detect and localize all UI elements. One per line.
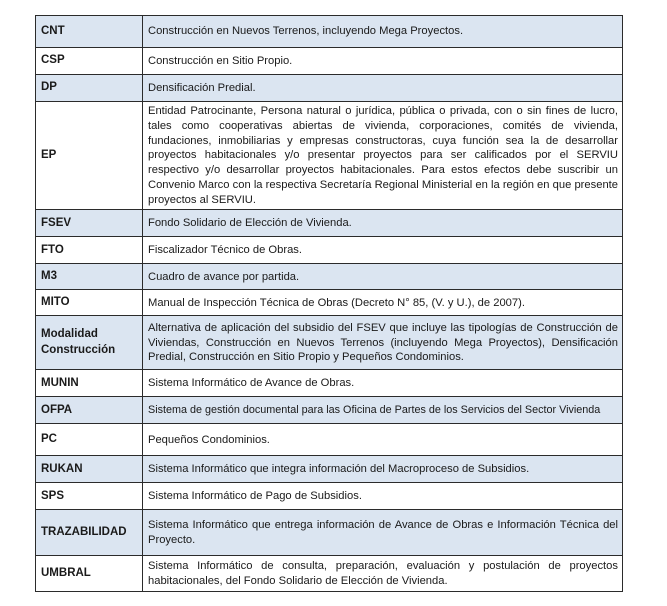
- definition-cell: Sistema Informático de consulta, preparación, evaluación y postulación de proyectos habitacionales, del Fondo Solidario de Elección de Vivienda.: [143, 556, 623, 592]
- definition-cell: Cuadro de avance por partida.: [143, 264, 623, 290]
- term-cell: FTO: [36, 237, 143, 264]
- table-row: [36, 210, 623, 237]
- term-cell: SPS: [36, 483, 143, 510]
- term-cell: MITO: [36, 290, 143, 316]
- definition-cell: Densificación Predial.: [143, 75, 623, 102]
- definition-cell: Pequeños Condominios.: [143, 424, 623, 456]
- table-row: [36, 370, 623, 397]
- table-row: [36, 264, 623, 290]
- term-cell: M3: [36, 264, 143, 290]
- table-row: [36, 75, 623, 102]
- table-row: [36, 424, 623, 456]
- definition-cell: Sistema Informático de Avance de Obras.: [143, 370, 623, 397]
- term-cell: FSEV: [36, 210, 143, 237]
- term-cell: PC: [36, 424, 143, 456]
- term-cell: OFPA: [36, 397, 143, 424]
- glossary-table-container: [35, 15, 623, 592]
- term-cell: Modalidad Construcción: [36, 316, 143, 370]
- definition-cell: Construcción en Sitio Propio.: [143, 48, 623, 75]
- table-row: [36, 316, 623, 370]
- term-cell: MUNIN: [36, 370, 143, 397]
- table-row: [36, 456, 623, 483]
- term-cell: CSP: [36, 48, 143, 75]
- table-row: [36, 510, 623, 556]
- definition-cell: Sistema Informático que integra información del Macroproceso de Subsidios.: [143, 456, 623, 483]
- term-cell: TRAZABILIDAD: [36, 510, 143, 556]
- glossary-table: [35, 15, 623, 592]
- definition-cell: Entidad Patrocinante, Persona natural o jurídica, pública o privada, con o sin fines de lucro, tales como cooperativas abiertas de vivienda, corporaciones, comités de vivienda, fundaciones, inmobiliarias y empresas constructoras, cuya función sea la de desarrollar proyectos habitacionales y/o presentar proyectos para ser calificados por el SERVIU respectivo y/o desarrollar proyectos habitacionales. Para estos efectos debe suscribir un Convenio Marco con la respectiva Secretaría Regional Ministerial en la región en que presente proyectos al SERVIU.: [143, 102, 623, 210]
- definition-cell: Fondo Solidario de Elección de Vivienda.: [143, 210, 623, 237]
- table-row: [36, 556, 623, 592]
- definition-cell: Manual de Inspección Técnica de Obras (Decreto N° 85, (V. y U.), de 2007).: [143, 290, 623, 316]
- term-cell: UMBRAL: [36, 556, 143, 592]
- table-row: [36, 483, 623, 510]
- term-cell: RUKAN: [36, 456, 143, 483]
- table-row: [36, 102, 623, 210]
- table-row: [36, 397, 623, 424]
- definition-cell: Sistema Informático que entrega información de Avance de Obras e Información Técnica del Proyecto.: [143, 510, 623, 556]
- definition-cell: Alternativa de aplicación del subsidio del FSEV que incluye las tipologías de Construcción de Viviendas, Construcción en Nuevos Terrenos (incluyendo Mega Proyectos), Densificación Predial, Construcción en Sitio Propio y Pequeños Condominios.: [143, 316, 623, 370]
- definition-cell: Sistema de gestión documental para las Oficina de Partes de los Servicios del Sector Vivienda: [143, 397, 623, 424]
- table-row: [36, 290, 623, 316]
- table-row: [36, 48, 623, 75]
- term-cell: DP: [36, 75, 143, 102]
- term-cell: EP: [36, 102, 143, 210]
- term-cell: CNT: [36, 16, 143, 48]
- definition-cell: Fiscalizador Técnico de Obras.: [143, 237, 623, 264]
- definition-cell: Sistema Informático de Pago de Subsidios.: [143, 483, 623, 510]
- table-row: [36, 237, 623, 264]
- definition-cell: Construcción en Nuevos Terrenos, incluyendo Mega Proyectos.: [143, 16, 623, 48]
- table-row: [36, 16, 623, 48]
